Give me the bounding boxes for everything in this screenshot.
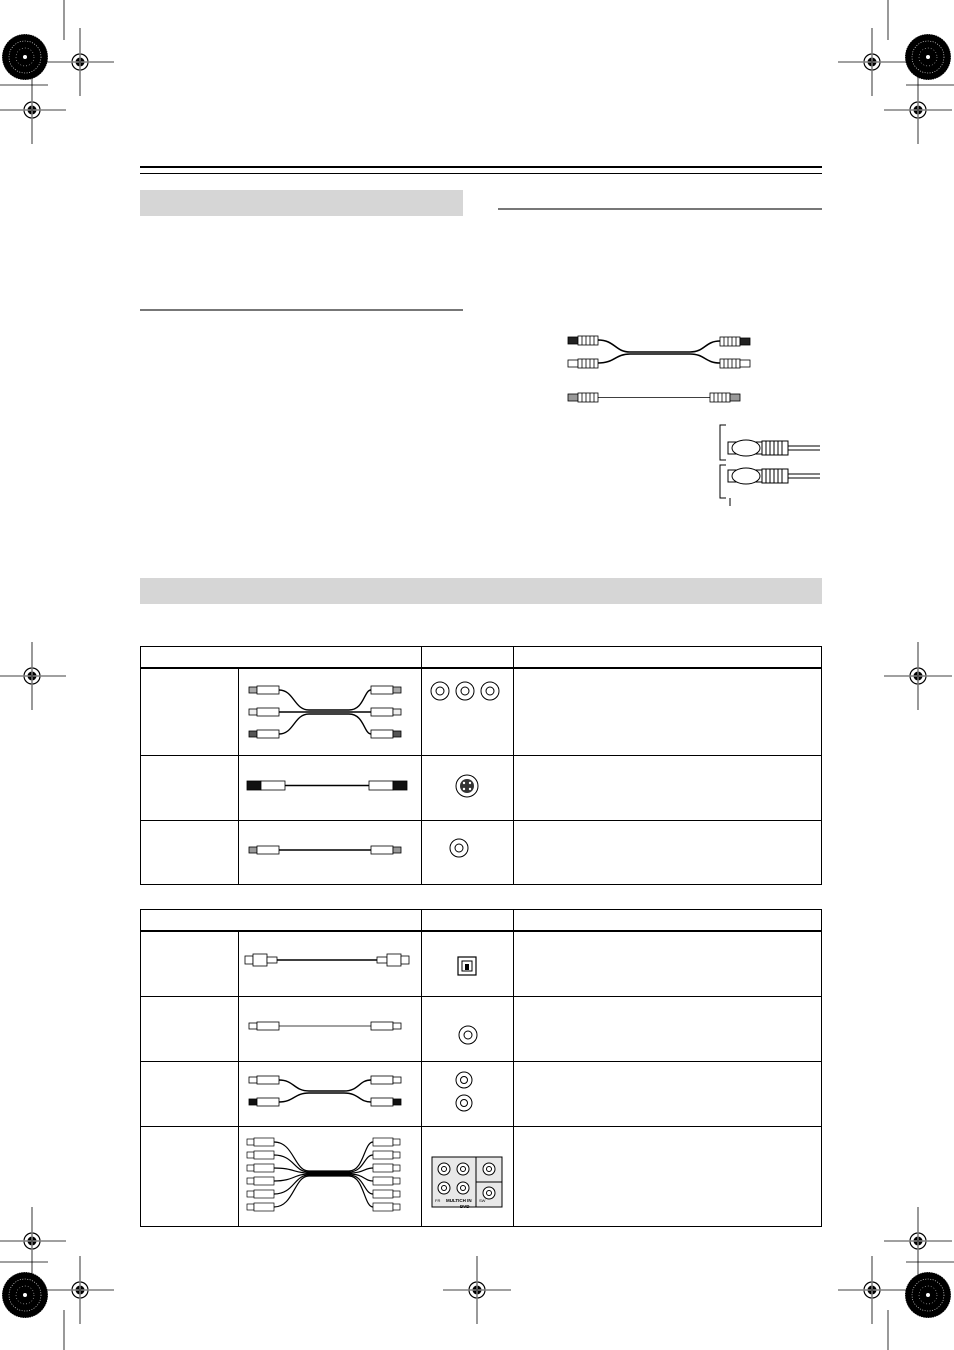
- coaxial-cable-icon: [239, 997, 421, 1056]
- video-table-header: [141, 647, 822, 669]
- table-row: [141, 668, 822, 756]
- header-rule-thick: [140, 166, 822, 168]
- analog-description: [514, 1062, 822, 1127]
- row-label: [141, 1127, 239, 1227]
- multichannel-cable-cell: [239, 1127, 422, 1227]
- s-video-description: [514, 756, 822, 821]
- subsection-rule-left: [140, 309, 463, 311]
- multichannel-jack-cell: [422, 1127, 514, 1227]
- table-row: [141, 997, 822, 1062]
- subsection-rule-right: [498, 208, 822, 210]
- top-right-wheel-mark: [905, 34, 951, 80]
- top-left-wheel-mark: [2, 34, 48, 80]
- s-video-cable-icon: [239, 756, 421, 815]
- row-label: [141, 997, 239, 1062]
- table-row: [141, 1062, 822, 1127]
- component-jack-cell: [422, 668, 514, 756]
- fr-label: FR: [435, 1198, 441, 1203]
- av-cable-illustration: [560, 330, 760, 410]
- row-label: [141, 931, 239, 997]
- s-video-jack-icon: [422, 766, 513, 806]
- optical-description: [514, 931, 822, 997]
- audio-connection-table: [140, 909, 822, 1227]
- header-cell-cable: [141, 647, 422, 669]
- analog-jacks-icon: [422, 1064, 513, 1119]
- s-video-cable-cell: [239, 756, 422, 821]
- composite-description: [514, 821, 822, 885]
- table-row: [141, 1127, 822, 1227]
- section-heading-band: [140, 190, 463, 216]
- analog-jack-cell: [422, 1062, 514, 1127]
- table-row: [141, 821, 822, 885]
- header-cell-description: [514, 910, 822, 932]
- composite-cable-cell: [239, 821, 422, 885]
- multichannel-jacks-icon: [422, 1127, 513, 1221]
- optical-jack-cell: [422, 931, 514, 997]
- multichannel-cable-icon: [239, 1127, 421, 1221]
- row-label: [141, 668, 239, 756]
- video-connection-table: [140, 646, 822, 885]
- bottom-right-wheel-mark: [905, 1272, 951, 1318]
- row-label: [141, 821, 239, 885]
- s-video-jack-cell: [422, 756, 514, 821]
- audio-table-header: [141, 910, 822, 932]
- left-plug-white: [568, 336, 598, 345]
- component-description: [514, 668, 822, 756]
- header-cell-cable: [141, 910, 422, 932]
- composite-video-cable-icon: [239, 821, 421, 879]
- multich-in-label: MULTICH IN: [446, 1198, 472, 1203]
- coaxial-jack-cell: [422, 997, 514, 1062]
- multichannel-description: [514, 1127, 822, 1227]
- component-cable-cell: [239, 668, 422, 756]
- optical-jack-icon: [422, 937, 513, 987]
- composite-jack-cell: [422, 821, 514, 885]
- header-cell-jack: [422, 647, 514, 669]
- coaxial-jack-icon: [422, 1002, 513, 1052]
- composite-jack-icon: [422, 830, 513, 870]
- header-cell-jack: [422, 910, 514, 932]
- coaxial-cable-cell: [239, 997, 422, 1062]
- bottom-left-wheel-mark: [2, 1272, 48, 1318]
- analog-audio-cable-icon: [239, 1062, 421, 1121]
- sw-label: SW: [479, 1198, 486, 1203]
- optical-cable-cell: [239, 931, 422, 997]
- header-cell-description: [514, 647, 822, 669]
- row-label: [141, 756, 239, 821]
- component-jacks-icon: [422, 669, 513, 709]
- plug-insertion-illustration: [716, 420, 822, 510]
- section-heading-band-2: [140, 578, 822, 604]
- table-row: [141, 756, 822, 821]
- component-video-cable-icon: [239, 669, 421, 750]
- analog-cable-cell: [239, 1062, 422, 1127]
- coaxial-description: [514, 997, 822, 1062]
- table-row: [141, 931, 822, 997]
- dvd-label: DVD: [460, 1204, 470, 1209]
- row-label: [141, 1062, 239, 1127]
- header-rule-thin: [140, 173, 822, 174]
- optical-cable-icon: [239, 932, 421, 991]
